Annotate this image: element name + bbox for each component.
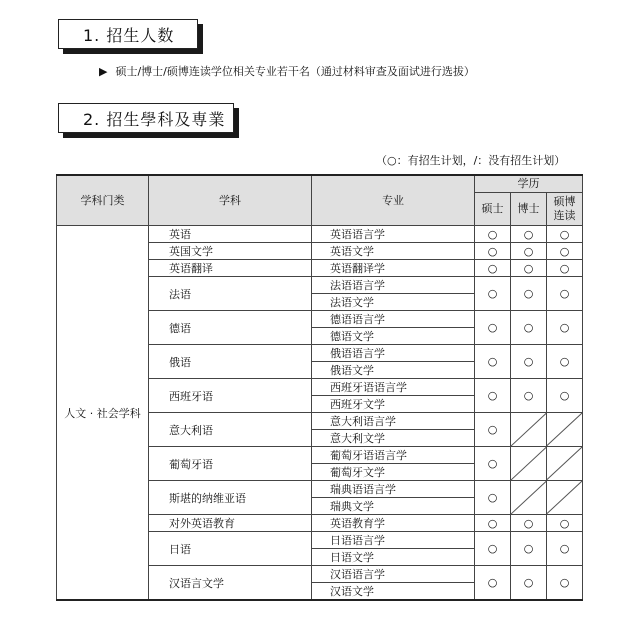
- major-cell: 英语文学: [312, 243, 475, 260]
- master-mark: ○: [475, 515, 511, 532]
- subject-cell: 斯堪的纳维亚语: [149, 481, 312, 515]
- major-cell: 日语语言学: [312, 532, 475, 549]
- major-cell: 日语文学: [312, 549, 475, 566]
- subject-cell: 英语翻译: [149, 260, 312, 277]
- major-cell: 德语语言学: [312, 311, 475, 328]
- master-mark: ○: [475, 379, 511, 413]
- triangle-bullet-icon: ▶: [99, 64, 108, 78]
- doctor-mark: ○: [511, 379, 547, 413]
- major-cell: 英语教育学: [312, 515, 475, 532]
- master-mark: ○: [475, 345, 511, 379]
- major-cell: 意大利文学: [312, 430, 475, 447]
- subject-cell: 法语: [149, 277, 312, 311]
- major-cell: 英语语言学: [312, 226, 475, 243]
- combined-mark: ○: [547, 532, 583, 566]
- combined-mark: ○: [547, 277, 583, 311]
- major-cell: 瑞典语语言学: [312, 481, 475, 498]
- combined-mark: ○: [547, 226, 583, 243]
- doctor-mark: [511, 413, 583, 447]
- combined-mark: ○: [547, 379, 583, 413]
- master-mark: ○: [475, 532, 511, 566]
- master-mark: ○: [475, 566, 511, 601]
- major-cell: 俄语语言学: [312, 345, 475, 362]
- combined-mark: ○: [547, 566, 583, 601]
- section-title: 1. 招生人数: [83, 25, 175, 45]
- header-combined-line2: 连读: [553, 209, 576, 222]
- master-mark: ○: [475, 226, 511, 243]
- master-mark: ○: [475, 311, 511, 345]
- major-cell: 法语语言学: [312, 277, 475, 294]
- major-cell: 西班牙语语言学: [312, 379, 475, 396]
- majors-table: [56, 174, 583, 601]
- subject-cell: 意大利语: [149, 413, 312, 447]
- section-heading-enrollment: [58, 19, 198, 49]
- header-combined: [547, 193, 583, 226]
- subject-cell: 葡萄牙语: [149, 447, 312, 481]
- enrollment-note-text: 硕士/博士/硕博连读学位相关专业若干名（通过材料审查及面试进行选拔）: [115, 65, 475, 78]
- doctor-mark: ○: [511, 226, 547, 243]
- doctor-mark: ○: [511, 345, 547, 379]
- major-cell: 汉语语言学: [312, 566, 475, 583]
- subject-cell: 英国文学: [149, 243, 312, 260]
- enrollment-note: [99, 63, 475, 79]
- no-plan-slash-icon: [511, 447, 582, 480]
- doctor-mark: ○: [511, 532, 547, 566]
- master-mark: ○: [475, 481, 511, 515]
- major-cell: 葡萄牙文学: [312, 464, 475, 481]
- doctor-mark: ○: [511, 243, 547, 260]
- doctor-mark: [511, 447, 583, 481]
- major-cell: 西班牙文学: [312, 396, 475, 413]
- category-cell: 人文 · 社会学科: [57, 226, 149, 601]
- master-mark: ○: [475, 277, 511, 311]
- header-combined-line1: 硕博: [553, 195, 576, 209]
- major-cell: 俄语文学: [312, 362, 475, 379]
- doctor-mark: ○: [511, 515, 547, 532]
- header-major: 专业: [312, 175, 475, 226]
- doctor-mark: ○: [511, 311, 547, 345]
- no-plan-slash-icon: [511, 413, 582, 446]
- no-plan-slash-icon: [511, 481, 582, 514]
- doctor-mark: ○: [511, 566, 547, 601]
- combined-mark: ○: [547, 311, 583, 345]
- major-cell: 英语翻译学: [312, 260, 475, 277]
- header-category: 学科门类: [57, 175, 149, 226]
- subject-cell: 俄语: [149, 345, 312, 379]
- doctor-mark: ○: [511, 277, 547, 311]
- master-mark: ○: [475, 447, 511, 481]
- major-cell: 葡萄牙语语言学: [312, 447, 475, 464]
- legend-note: （○：有招生计划，/：没有招生计划）: [376, 154, 566, 167]
- header-doctor: 博士: [511, 193, 547, 226]
- major-cell: 瑞典文学: [312, 498, 475, 515]
- subject-cell: 英语: [149, 226, 312, 243]
- major-cell: 意大利语言学: [312, 413, 475, 430]
- major-cell: 汉语文学: [312, 583, 475, 601]
- subject-cell: 日语: [149, 532, 312, 566]
- combined-mark: ○: [547, 515, 583, 532]
- subject-cell: 汉语言文学: [149, 566, 312, 601]
- major-cell: 法语文学: [312, 294, 475, 311]
- section-heading-majors: [58, 103, 234, 133]
- doctor-mark: [511, 481, 583, 515]
- header-master: 硕士: [475, 193, 511, 226]
- master-mark: ○: [475, 413, 511, 447]
- subject-cell: 德语: [149, 311, 312, 345]
- subject-cell: 对外英语教育: [149, 515, 312, 532]
- header-degree: 学历: [475, 175, 583, 193]
- major-cell: 德语文学: [312, 328, 475, 345]
- table-row: [57, 226, 583, 243]
- master-mark: ○: [475, 243, 511, 260]
- doctor-mark: ○: [511, 260, 547, 277]
- combined-mark: ○: [547, 345, 583, 379]
- combined-mark: ○: [547, 260, 583, 277]
- subject-cell: 西班牙语: [149, 379, 312, 413]
- header-subject: 学科: [149, 175, 312, 226]
- section-title: 2. 招生學科及専業: [83, 109, 226, 129]
- combined-mark: ○: [547, 243, 583, 260]
- master-mark: ○: [475, 260, 511, 277]
